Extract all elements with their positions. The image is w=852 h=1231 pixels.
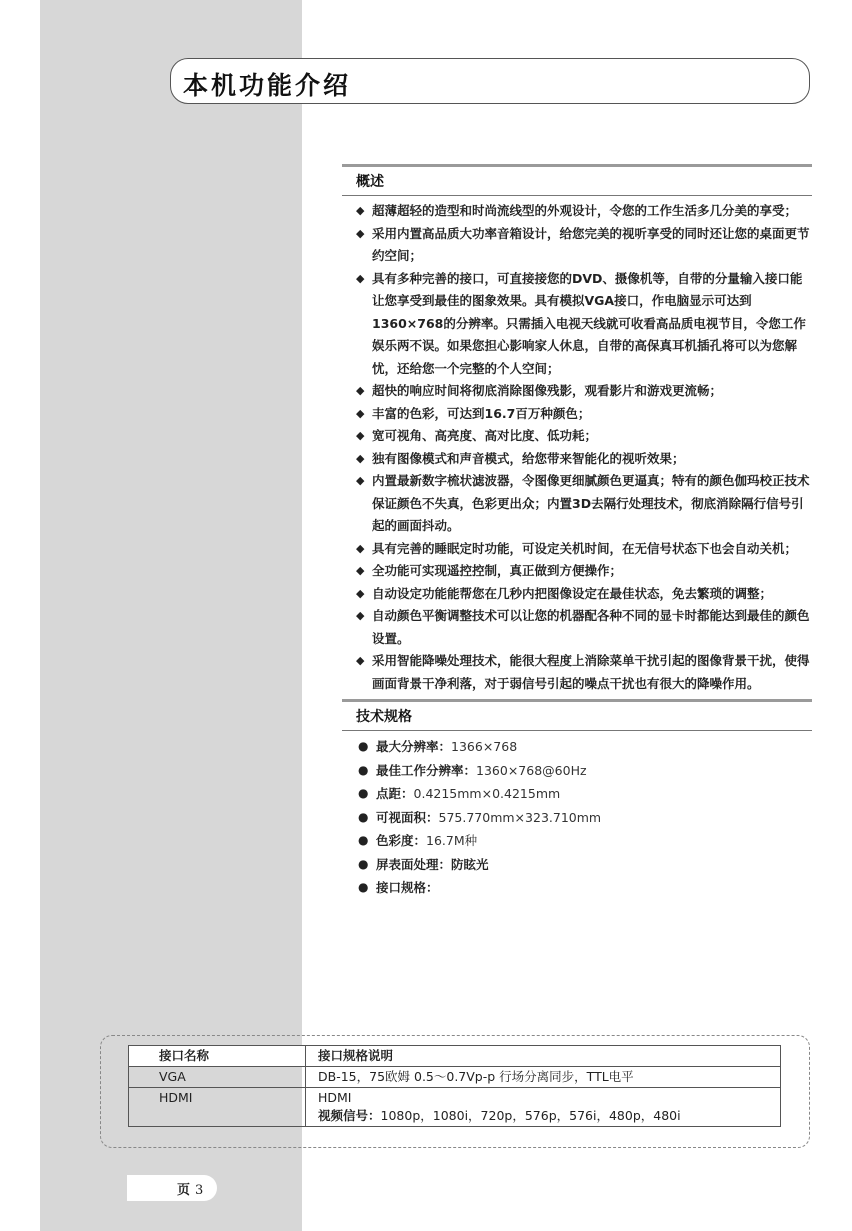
column-header-spec: 接口规格说明: [306, 1046, 781, 1067]
hdmi-video-line: 视频信号：1080p，1080i，720p，576p，576i，480p，480i: [318, 1108, 681, 1123]
table-header-row: [129, 1046, 781, 1067]
page-number: 页 3: [177, 1183, 204, 1198]
diamond-bullet-icon: ◆: [356, 384, 365, 397]
diamond-bullet-icon: ◆: [356, 406, 365, 420]
list-item: ◆ 具有完善的睡眠定时功能，可设定关机时间，在无信号状态下也会自动关机；: [342, 538, 812, 561]
circle-bullet-icon: ●: [358, 786, 369, 800]
diamond-bullet-icon: ◆: [356, 654, 365, 667]
interface-name: HDMI: [129, 1088, 306, 1127]
diamond-bullet-icon: ◆: [356, 429, 365, 442]
diamond-bullet-icon: ◆: [356, 204, 365, 217]
diamond-bullet-icon: ◆: [356, 226, 365, 240]
overview-list: [342, 200, 812, 695]
diamond-bullet-icon: ◆: [356, 564, 365, 577]
list-item: ◆ 超薄超轻的造型和时尚流线型的外观设计，令您的工作生活多几分美的享受；: [342, 200, 812, 223]
spec-item: ● 最大分辨率：1366×768: [342, 735, 812, 759]
circle-bullet-icon: ●: [358, 880, 369, 894]
specs-list: [342, 735, 812, 900]
diamond-bullet-icon: ◆: [356, 541, 365, 555]
circle-bullet-icon: ●: [358, 762, 369, 777]
content-column: [342, 164, 812, 900]
spec-item: ● 最佳工作分辨率：1360×768@60Hz: [342, 759, 812, 783]
list-item: ◆ 自动设定功能能帮您在几秒内把图像设定在最佳状态，免去繁琐的调整；: [342, 583, 812, 606]
circle-bullet-icon: ●: [358, 809, 369, 824]
list-item: ◆ 宽可视角、高亮度、高对比度、低功耗；: [342, 425, 812, 448]
list-item: ◆ 采用内置高品质大功率音箱设计，给您完美的视听享受的同时还让您的桌面更节约空间；: [342, 223, 812, 268]
list-item: ◆ 采用智能降噪处理技术，能很大程度上消除菜单干扰引起的图像背景干扰，使得画面背景干净利落，对于弱信号引起的噪点干扰也有很大的降噪作用。: [342, 650, 812, 695]
spec-item: ● 屏表面处理：防眩光: [342, 853, 812, 877]
specs-heading: 技术规格: [342, 699, 812, 731]
page-title: 本机功能介绍: [183, 71, 352, 100]
page-number-tab: [127, 1175, 217, 1201]
table-row: [129, 1088, 781, 1127]
list-item: ◆ 超快的响应时间将彻底消除图像残影，观看影片和游戏更流畅；: [342, 380, 812, 403]
column-header-name: 接口名称: [129, 1046, 306, 1067]
list-item: ◆ 独有图像模式和声音模式，给您带来智能化的视听效果；: [342, 448, 812, 471]
list-item: ◆ 自动颜色平衡调整技术可以让您的机器配各种不同的显卡时都能达到最佳的颜色设置。: [342, 605, 812, 650]
list-item: ◆ 内置最新数字梳状滤波器，令图像更细腻颜色更逼真；特有的颜色伽玛校正技术保证颜色不失真，色彩更出众；内置3D去隔行处理技术，彻底消除隔行信号引起的画面抖动。: [342, 470, 812, 538]
spec-item: ● 接口规格：: [342, 876, 812, 900]
spec-item: ● 可视面积：575.770mm×323.710mm: [342, 806, 812, 830]
circle-bullet-icon: ●: [358, 739, 369, 753]
hdmi-desc-line: HDMI: [318, 1090, 352, 1105]
interface-name: VGA: [129, 1067, 306, 1088]
diamond-bullet-icon: ◆: [356, 609, 365, 622]
interface-desc: [306, 1088, 781, 1127]
spec-item: ● 点距：0.4215mm×0.4215mm: [342, 782, 812, 806]
overview-heading: 概述: [342, 164, 812, 196]
list-item: ◆ 具有多种完善的接口，可直接接您的DVD、摄像机等，自带的分量输入接口能让您享受到最佳的图象效果。具有模拟VGA接口，作电脑显示可达到1360×768的分辨率。只需插入电视天线就可收看高品质电视节目，令您工作娱乐两不误。如果您担心影响家人休息，自带的高保真耳机插孔将可以为您解忧，还给您一个完整的个人空间；: [342, 268, 812, 381]
interface-desc: DB-15，75欧姆 0.5～0.7Vp-p 行场分离同步，TTL电平: [306, 1067, 781, 1088]
circle-bullet-icon: ●: [358, 856, 369, 871]
diamond-bullet-icon: ◆: [356, 271, 365, 285]
interface-table: [128, 1045, 781, 1127]
diamond-bullet-icon: ◆: [356, 474, 365, 487]
table-row: [129, 1067, 781, 1088]
diamond-bullet-icon: ◆: [356, 586, 365, 600]
spec-item: ● 色彩度：16.7M种: [342, 829, 812, 853]
circle-bullet-icon: ●: [358, 833, 369, 847]
list-item: ◆ 丰富的色彩，可达到16.7百万种颜色；: [342, 403, 812, 426]
diamond-bullet-icon: ◆: [356, 451, 365, 465]
list-item: ◆ 全功能可实现遥控控制，真正做到方便操作；: [342, 560, 812, 583]
